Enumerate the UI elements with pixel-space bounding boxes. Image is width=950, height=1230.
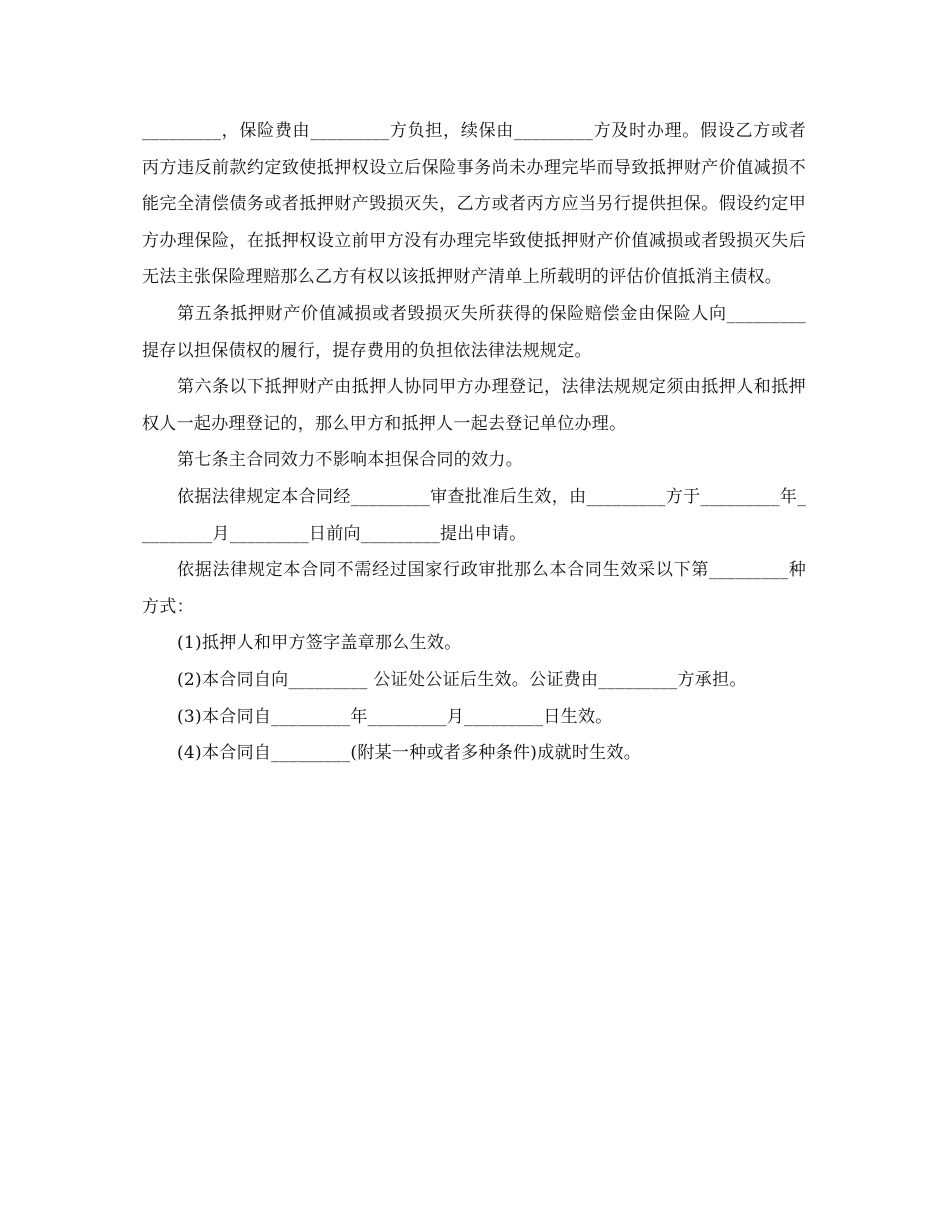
paragraph-article-7: 第七条主合同效力不影响本担保合同的效力。 (177, 450, 523, 471)
paragraph-article-6: 第六条以下抵押财产由抵押人协同甲方办理登记，法律法规规定须由抵押人和抵押权人一起办理登记的，那么甲方和抵押人一起去登记单位办理。 (142, 377, 806, 434)
paragraph-article-5: 第五条抵押财产价值减损或者毁损灭失所获得的保险赔偿金由保险人向_________提存以担保债权的履行，提存费用的负担依法律法规规定。 (142, 303, 806, 361)
option-3-date: (3)本合同自_________年_________月_________日生效。 (177, 706, 613, 727)
paragraph-insurance-continuation: _________，保险费由_________方负担，续保由_________方及时办理。假设乙方或者丙方违反前款约定致使抵押权设立后保险事务尚未办理完毕而导致抵押财产价值减损不能完全清偿债务或者抵押财产毁损灭失，乙方或者丙方应当另行提供担保。假设约定甲方办理保险，在抵押权设立前甲方没有办理完毕致使抵押财产价值减损或者毁损灭失后无法主张保险理赔那么乙方有权以该抵押财产清单上所载明的评估价值抵消主债权。 (142, 121, 806, 288)
document-body (142, 113, 806, 772)
option-4-condition: (4)本合同自_________(附某一种或者多种条件)成就时生效。 (177, 743, 642, 764)
paragraph-approval-effect: 依据法律规定本合同经_________审查批准后生效，由_________方于_________年_________月_________日前向_________提出申请。 (142, 486, 806, 544)
option-1-signature: (1)抵押人和甲方签字盖章那么生效。 (177, 633, 462, 654)
paragraph-effect-method: 依据法律规定本合同不需经过国家行政审批那么本合同生效采以下第_________种方式： (142, 560, 806, 617)
option-2-notarization: (2)本合同自向_________ 公证处公证后生效。公证费由_________方承担。 (177, 669, 747, 690)
